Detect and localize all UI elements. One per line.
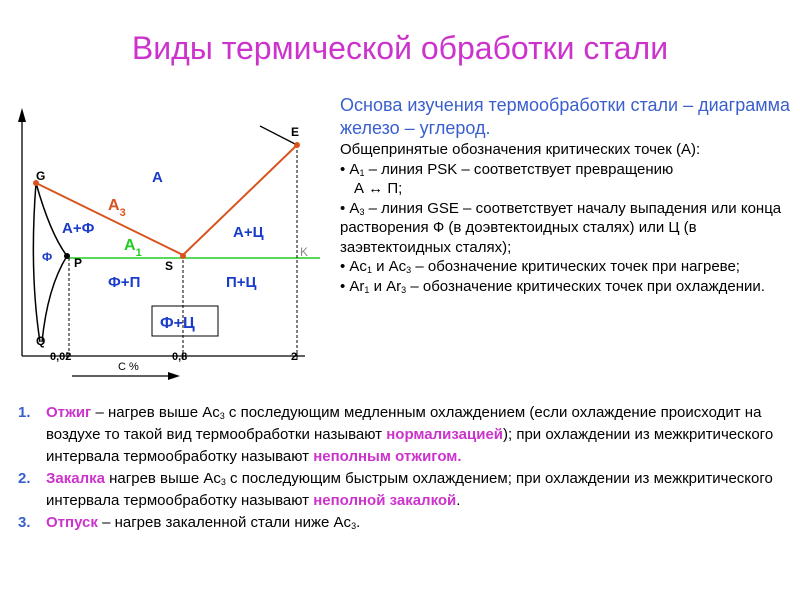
- bullet-ac: • $Ас_1$ и $Ас_3$ – обозначение критических точек при нагреве;: [340, 258, 740, 275]
- region-a: А: [152, 169, 163, 186]
- point-k-label: K: [300, 245, 309, 259]
- point-g-label: G: [36, 169, 46, 183]
- page-title: Виды термической обработки стали: [131, 30, 669, 66]
- curve-pq: [42, 256, 67, 342]
- region-p-c: П+Ц: [226, 274, 257, 291]
- point-p-label: P: [74, 256, 83, 270]
- list-item-quenching: 2. Закалка нагрев выше $Ас_3$ с последующим быстрым охлаждением; при охлаждении из межкритического интервала термообработку называют неполной закалкой.: [18, 470, 773, 509]
- tick-label-2: 2: [291, 351, 298, 363]
- line-a1-label: $A_1$: [124, 237, 142, 259]
- treatment-list: [18, 402, 788, 534]
- line-a3-label: $A_3$: [108, 197, 126, 219]
- intro: Общепринятые обозначения критических точек (А):: [340, 141, 701, 158]
- region-f-c: Ф+Ц: [160, 315, 195, 332]
- region-f-p: Ф+П: [108, 274, 141, 291]
- list-item-tempering: 3. Отпуск – нагрев закаленной стали ниже $Ас_3$.: [18, 514, 361, 531]
- list-item-annealing: 1. Отжиг – нагрев выше $Ас_3$ с последующим медленным охлаждением (если охлаждение происходит на воздухе то такой вид термообработки называют нормализацией); при охлаждении из межкритического интервала термообработку называют неполным отжигом.: [18, 404, 774, 465]
- critical-points-text: [340, 140, 790, 296]
- bullet-a3: • $А_3$ – линия GSE – соответствует началу выпадения или конца растворения Ф (в доэвтектоидных сталях) или Ц (в заэвтектоидных сталях);: [340, 199, 782, 256]
- bullet-a1: • $А_1$ – линия PSK – соответствует превращению: [340, 160, 674, 178]
- x-direction-arrow: [168, 372, 180, 380]
- region-a-c: А+Ц: [233, 224, 264, 241]
- point-p-marker: [64, 253, 70, 259]
- x-axis-label: С %: [118, 361, 139, 373]
- bullet-ar: • $Аr_1$ и $Аr_3$ – обозначение критических точек при охлаждении.: [340, 277, 765, 295]
- point-e-marker: [294, 142, 300, 148]
- region-f: Ф: [42, 250, 53, 264]
- right-column: [340, 94, 790, 296]
- point-s-marker: [180, 253, 186, 259]
- tick-label-08: 0,8: [172, 351, 188, 363]
- region-a-f: А+Ф: [62, 220, 95, 237]
- subtitle: Основа изучения термообработки стали – диаграмма железо – углерод.: [340, 95, 790, 138]
- y-axis-arrow: [18, 108, 26, 122]
- curve-gq: [33, 183, 40, 342]
- point-e-label: E: [291, 125, 300, 139]
- bullet-a1-cont: А ↔ П;: [354, 180, 403, 197]
- point-q-label: Q: [36, 334, 46, 348]
- tick-label-002: 0,02: [50, 351, 72, 363]
- point-s-label: S: [165, 259, 174, 273]
